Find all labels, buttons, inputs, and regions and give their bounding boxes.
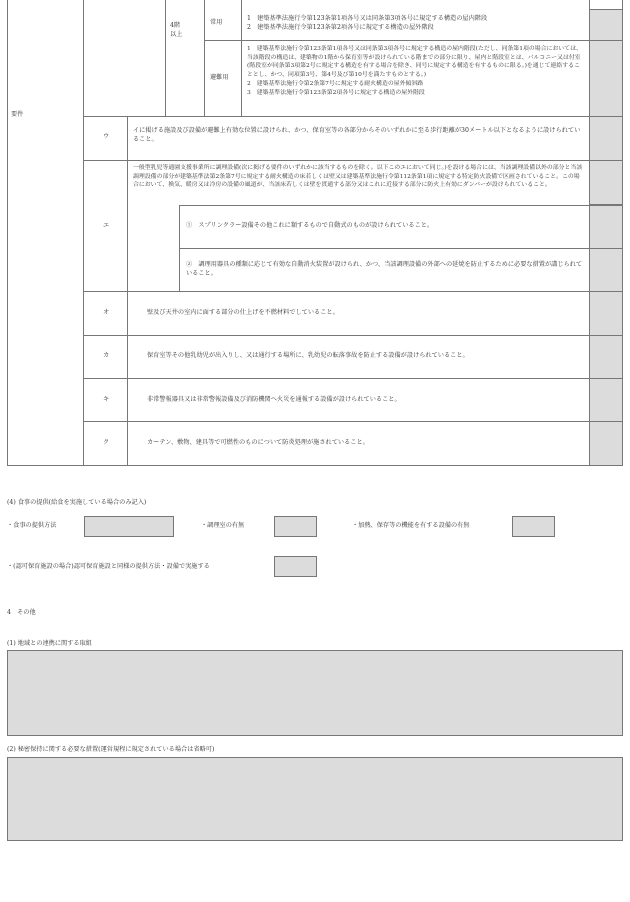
row-text-ki: 非常警報器具又は非常警報設備及び消防機関へ火災を通報する設備が設けられていること。 bbox=[147, 396, 401, 403]
heating-label: ・加熱、保存等の機能を有する設備の有無 bbox=[352, 522, 470, 529]
check-cell-e-sub1[interactable] bbox=[589, 205, 623, 249]
check-cell-e-sub2[interactable] bbox=[589, 248, 623, 292]
row-sep-u-top bbox=[83, 116, 623, 117]
check-cell-ku[interactable] bbox=[589, 421, 623, 466]
floor-4plus-label: 4階 以上 bbox=[170, 22, 183, 38]
row-sep-ki-top bbox=[83, 378, 623, 379]
check-cell-normal[interactable] bbox=[589, 9, 623, 41]
floor-cell-left-border bbox=[165, 0, 166, 116]
usage-text-divider bbox=[241, 0, 242, 116]
privacy-field[interactable] bbox=[7, 757, 623, 841]
row-text-ka: 保育室等その他乳幼児が出入りし、又は通行する場所に、乳幼児の転落事故を防止する設備が設けられていること。 bbox=[147, 352, 469, 359]
e-sub-box-mid bbox=[179, 248, 623, 249]
e-sub2: ② 調理用器具の種類に応じて有効な自動消火装置が設けられ、かつ、当該調理設備の外部への延焼を防止するために必要な措置が講じられていること。 bbox=[186, 261, 583, 277]
check-cell-u[interactable] bbox=[589, 116, 623, 161]
others-heading: 4 その他 bbox=[7, 609, 36, 616]
normal-row-bottom bbox=[204, 40, 590, 41]
normal-use-label: 常用 bbox=[210, 19, 223, 26]
heating-field[interactable] bbox=[512, 516, 555, 537]
usage-column-divider bbox=[204, 0, 205, 116]
privacy-label: (2) 秘密保持に関する必要な措置(運営規程に規定されている場合は省略可) bbox=[7, 746, 215, 753]
row-sep-ku-top bbox=[83, 421, 623, 422]
meal-method-label: ・食事の提供方法 bbox=[7, 522, 57, 529]
row-label-e: エ bbox=[103, 222, 110, 229]
requirements-table bbox=[7, 0, 623, 466]
licensed-field[interactable] bbox=[274, 556, 317, 577]
table-bottom-border bbox=[7, 465, 623, 466]
row-sep-ka-top bbox=[83, 335, 623, 336]
e-sub1: ① スプリンクラー設備その他これに類するもので自動式のものが設けられていること。 bbox=[186, 222, 434, 229]
check-cell-o[interactable] bbox=[589, 291, 623, 336]
meals-heading: (4) 食事の提供(給食を実施している場合のみ記入) bbox=[7, 499, 147, 506]
row-text-u: イに掲げる施設及び設備が避難上有効な位置に設けられ、かつ、保育室等の各部分からそのいずれかに至る歩行距離が30メートル以下となるように設けられていること。 bbox=[133, 127, 581, 143]
row-label-o: オ bbox=[103, 309, 110, 316]
row-label-ki: キ bbox=[103, 396, 110, 403]
normal-use-text: 1 建築基準法施行令第123条第1項各号又は同条第3項各号に規定する構造の屋内階段 2 建築基準法施行令第123条第2項各号に規定する構造の屋外階段 bbox=[247, 15, 488, 31]
evacuation-use-label: 避難用 bbox=[210, 74, 229, 81]
community-label: (1) 地域との連携に関する取組 bbox=[7, 640, 92, 647]
e-sub-box-top bbox=[179, 205, 590, 206]
row-text-ku: カーテン、敷物、建具等で可燃性のものについて防炎処理が施されていること。 bbox=[147, 439, 369, 446]
kitchen-field[interactable] bbox=[274, 516, 317, 537]
row-label-ka: カ bbox=[103, 352, 110, 359]
table-left-border bbox=[7, 0, 8, 466]
row-text-e: 一般型乳児等通園支援事業所に調理設備(次に掲げる要件のいずれかに該当するものを除く。以下このエにおいて同じ。)を設ける場合には、当該調理設備以外の部分と当該調理設備の部分が建築基準法第2条第7号に規定する耐火構造の床若しくは壁又は建築基準法施行令第112条第1項に規定する特定防火設備で区画されていること。この場合において、換気、暖房又は冷房の設備の風道が、当該床若しくは壁を貫通する部分又はこれに近接する部分に防火上有効にダンパーが設けられていること。 bbox=[133, 165, 583, 189]
row-text-o: 壁及び天井の室内に面する部分の仕上げを不燃材料でしていること。 bbox=[147, 309, 339, 316]
row-label-ku: ク bbox=[103, 439, 110, 446]
requirements-label: 要件 bbox=[11, 111, 24, 118]
licensed-label: ・(認可保育施設の場合)認可保育施設と同様の提供方法・設備で実施する bbox=[7, 563, 210, 570]
check-cell-evacuation[interactable] bbox=[589, 40, 623, 117]
community-field[interactable] bbox=[7, 650, 623, 736]
row-label-u: ウ bbox=[103, 133, 110, 140]
kitchen-label: ・調理室の有無 bbox=[201, 522, 245, 529]
label-column-divider bbox=[83, 0, 84, 466]
row-sep-e-top bbox=[83, 160, 623, 161]
row-sep-o-top bbox=[83, 291, 623, 292]
meal-method-field[interactable] bbox=[84, 516, 174, 537]
evacuation-use-text: 1 建築基準法施行令第123条第1項各号又は同条第3項各号に規定する構造の屋内階段(ただし、同条第1項の場合においては、当該階段の構造は、建築物の1階から保育室等が設けられている階までの部分に限り、屋内と階段室とは、バルコニー又は付室(階段室が同条第3項第2号に規定する構造を有する場合を除き、同号に規定する構造を有するものに限る。)を通じて連絡することとし、かつ、同項第3号、第4号及び第10号を満たすものとする。) 2 建築基準法施行令第2条第7号に規定する耐火構造の屋外傾斜路 3 建築基準法施行令第123条第2項各号に規定する構造の屋外階段 bbox=[247, 46, 582, 96]
check-cell-ka[interactable] bbox=[589, 335, 623, 379]
check-cell-e[interactable] bbox=[589, 160, 623, 205]
check-cell-ki[interactable] bbox=[589, 378, 623, 422]
